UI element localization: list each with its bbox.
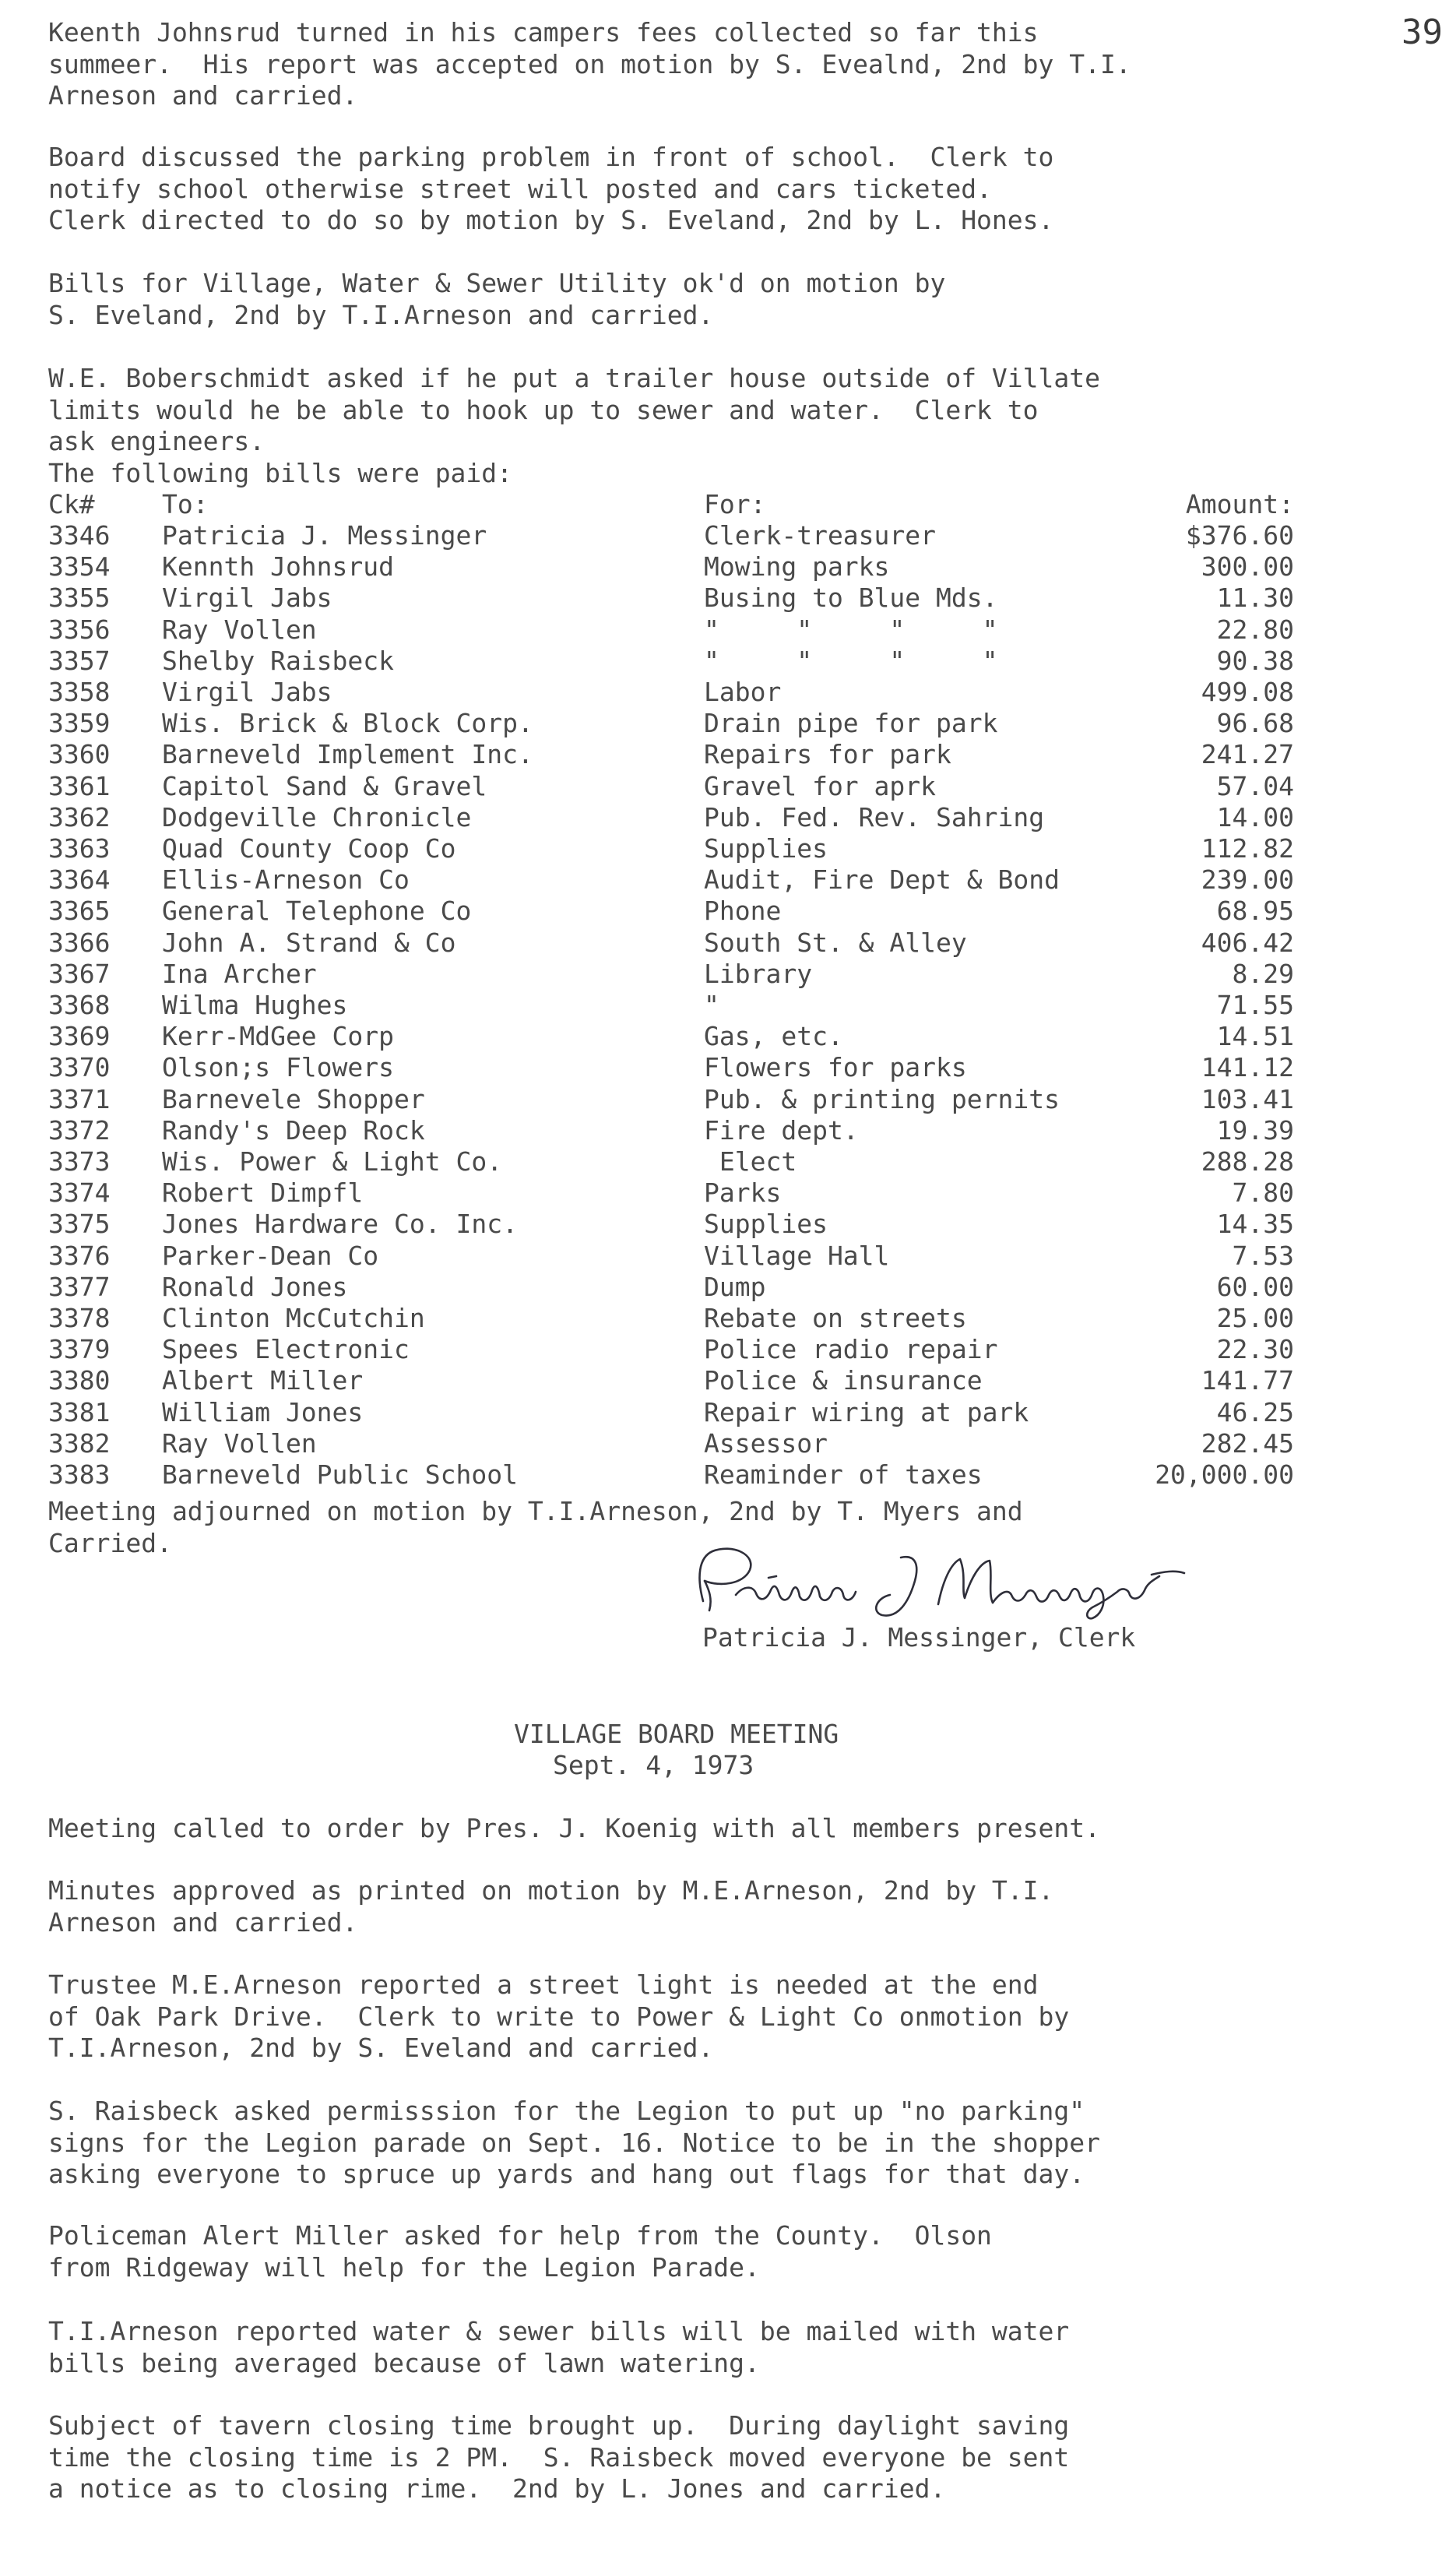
bill-row xyxy=(48,833,1294,864)
bill-row xyxy=(48,1021,1294,1052)
amount: 7.80 xyxy=(1232,1177,1294,1209)
purpose: " " " " xyxy=(704,614,998,645)
purpose: South St. & Alley xyxy=(704,927,967,958)
paragraph-bills-approved: Bills for Village, Water & Sewer Utility ok'd on motion by S. Eveland, 2nd by T.I.Arneson and carried. xyxy=(48,268,946,330)
paragraph-adjourned: Meeting adjourned on motion by T.I.Arneson, 2nd by T. Myers and Carried. xyxy=(48,1496,1023,1558)
amount: 239.00 xyxy=(1201,864,1294,896)
payee: John A. Strand & Co xyxy=(162,927,456,958)
amount: 112.82 xyxy=(1201,833,1294,864)
check-number: 3373 xyxy=(48,1146,111,1177)
paragraph-policeman: Policeman Alert Miller asked for help from the County. Olson from Ridgeway will help for the Legion Parade. xyxy=(48,2220,992,2283)
amount: 288.28 xyxy=(1201,1146,1294,1177)
check-number: 3363 xyxy=(48,833,111,864)
purpose: Repair wiring at park xyxy=(704,1396,1029,1427)
bill-row xyxy=(48,1241,1294,1272)
bill-row xyxy=(48,646,1294,677)
amount: 11.30 xyxy=(1216,583,1294,614)
amount: 14.51 xyxy=(1216,1021,1294,1052)
check-number: 3362 xyxy=(48,801,111,832)
purpose: Rebate on streets xyxy=(704,1303,967,1333)
bill-row xyxy=(48,583,1294,614)
amount: 19.39 xyxy=(1216,1114,1294,1146)
amount: 14.00 xyxy=(1216,801,1294,832)
signature-caption: Patricia J. Messinger, Clerk xyxy=(702,1622,1136,1653)
check-number: 3366 xyxy=(48,927,111,958)
payee: Virgil Jabs xyxy=(162,677,332,707)
purpose: Supplies xyxy=(704,833,828,864)
header-for: For: xyxy=(704,489,766,519)
check-number: 3383 xyxy=(48,1459,111,1490)
paragraph-called-to-order: Meeting called to order by Pres. J. Koenig with all members present. xyxy=(48,1813,1101,1843)
amount: 282.45 xyxy=(1201,1427,1294,1459)
bill-row xyxy=(48,959,1294,990)
bill-row xyxy=(48,739,1294,770)
purpose: Phone xyxy=(704,896,782,927)
payee: Dodgeville Chronicle xyxy=(162,801,472,832)
payee: Wis. Power & Light Co. xyxy=(162,1146,503,1177)
payee: Barneveld Public School xyxy=(162,1459,518,1490)
header-amount: Amount: xyxy=(1185,489,1294,519)
payee: Spees Electronic xyxy=(162,1334,410,1365)
amount: 20,000.00 xyxy=(1155,1459,1294,1490)
purpose: Parks xyxy=(704,1177,782,1209)
handwritten-signature xyxy=(681,1540,1195,1626)
payee: Wilma Hughes xyxy=(162,990,348,1020)
purpose: Repairs for park xyxy=(704,739,951,770)
amount: $376.60 xyxy=(1185,520,1294,551)
purpose: Flowers for parks xyxy=(704,1052,967,1083)
check-number: 3355 xyxy=(48,583,111,614)
purpose: Pub. Fed. Rev. Sahring xyxy=(704,801,1045,832)
purpose: Gas, etc. xyxy=(704,1021,843,1052)
paragraph-minutes-approved: Minutes approved as printed on motion by M.E.Arneson, 2nd by T.I. Arneson and carried. xyxy=(48,1875,1054,1938)
check-number: 3360 xyxy=(48,739,111,770)
amount: 241.27 xyxy=(1201,739,1294,770)
bill-row xyxy=(48,1177,1294,1209)
amount: 71.55 xyxy=(1216,990,1294,1020)
amount: 68.95 xyxy=(1216,896,1294,927)
purpose: Fire dept. xyxy=(704,1114,859,1146)
bill-row xyxy=(48,1146,1294,1177)
check-number: 3364 xyxy=(48,864,111,896)
payee: Barneveld Implement Inc. xyxy=(162,739,533,770)
paragraph-water-sewer: T.I.Arneson reported water & sewer bills will be mailed with water bills being averaged because of lawn watering. xyxy=(48,2316,1070,2378)
purpose: Clerk-treasurer xyxy=(704,520,937,551)
check-number: 3354 xyxy=(48,551,111,583)
bill-row xyxy=(48,896,1294,927)
purpose: Supplies xyxy=(704,1209,828,1240)
payee: Patricia J. Messinger xyxy=(162,520,487,551)
purpose: Dump xyxy=(704,1271,766,1302)
purpose: Busing to Blue Mds. xyxy=(704,583,998,614)
payee: Jones Hardware Co. Inc. xyxy=(162,1209,518,1240)
check-number: 3359 xyxy=(48,708,111,739)
payee: Barnevele Shopper xyxy=(162,1083,425,1114)
purpose: Assessor xyxy=(704,1427,828,1459)
payee: Capitol Sand & Gravel xyxy=(162,770,487,801)
amount: 90.38 xyxy=(1216,645,1294,676)
amount: 103.41 xyxy=(1201,1083,1294,1114)
amount: 8.29 xyxy=(1232,958,1294,989)
bill-row xyxy=(48,1365,1294,1396)
amount: 57.04 xyxy=(1216,770,1294,801)
meeting-title: VILLAGE BOARD MEETING xyxy=(514,1719,839,1749)
payee: Kerr-MdGee Corp xyxy=(162,1021,395,1052)
purpose: Police radio repair xyxy=(704,1334,998,1365)
bill-row xyxy=(48,928,1294,959)
bill-row xyxy=(48,1459,1294,1491)
amount: 46.25 xyxy=(1216,1396,1294,1427)
check-number: 3357 xyxy=(48,645,111,676)
bill-row xyxy=(48,1209,1294,1240)
bill-row xyxy=(48,677,1294,708)
check-number: 3361 xyxy=(48,770,111,801)
header-to: To: xyxy=(162,489,209,519)
check-number: 3376 xyxy=(48,1240,111,1271)
purpose: Mowing parks xyxy=(704,551,890,583)
purpose: " xyxy=(704,990,719,1020)
check-number: 3358 xyxy=(48,677,111,707)
paragraph-trailer-house: W.E. Boberschmidt asked if he put a trailer house outside of Villate limits would he be able to hook up to sewer and water. Clerk to ask engineers. The following bills were paid: xyxy=(48,363,1101,488)
meeting-date: Sept. 4, 1973 xyxy=(553,1750,754,1780)
payee: William Jones xyxy=(162,1396,364,1427)
bills-header-row xyxy=(48,489,1294,520)
purpose: Labor xyxy=(704,677,782,707)
payee: Parker-Dean Co xyxy=(162,1240,379,1271)
check-number: 3370 xyxy=(48,1052,111,1083)
header-check-number: Ck# xyxy=(48,489,95,519)
bill-row xyxy=(48,708,1294,739)
payee: Randy's Deep Rock xyxy=(162,1114,425,1146)
payee: Ronald Jones xyxy=(162,1271,348,1302)
amount: 22.30 xyxy=(1216,1334,1294,1365)
purpose: Elect xyxy=(704,1146,797,1177)
amount: 406.42 xyxy=(1201,927,1294,958)
paragraph-parking-problem: Board discussed the parking problem in front of school. Clerk to notify school otherwise street will posted and cars ticketed. Clerk directed to do so by motion by S. Eveland, 2nd by L. Hones. xyxy=(48,142,1054,235)
bill-row xyxy=(48,1303,1294,1334)
purpose: Gravel for aprk xyxy=(704,770,937,801)
bill-row xyxy=(48,1115,1294,1146)
check-number: 3369 xyxy=(48,1021,111,1052)
paragraph-legion-parade: S. Raisbeck asked permisssion for the Legion to put up "no parking" signs for the Legion parade on Sept. 16. Notice to be in the shopper asking everyone to spruce up yards and hang out flags for that day. xyxy=(48,2096,1101,2189)
bill-row xyxy=(48,990,1294,1021)
bill-row xyxy=(48,1334,1294,1365)
amount: 141.77 xyxy=(1201,1365,1294,1396)
bill-row xyxy=(48,1084,1294,1115)
bill-row xyxy=(48,771,1294,802)
bill-row xyxy=(48,864,1294,896)
amount: 499.08 xyxy=(1201,677,1294,707)
amount: 141.12 xyxy=(1201,1052,1294,1083)
check-number: 3368 xyxy=(48,990,111,1020)
check-number: 3372 xyxy=(48,1114,111,1146)
check-number: 3346 xyxy=(48,520,111,551)
payee: Robert Dimpfl xyxy=(162,1177,364,1209)
amount: 14.35 xyxy=(1216,1209,1294,1240)
amount: 96.68 xyxy=(1216,708,1294,739)
amount: 7.53 xyxy=(1232,1240,1294,1271)
amount: 300.00 xyxy=(1201,551,1294,583)
check-number: 3374 xyxy=(48,1177,111,1209)
check-number: 3371 xyxy=(48,1083,111,1114)
bill-row xyxy=(48,802,1294,833)
payee: Wis. Brick & Block Corp. xyxy=(162,708,533,739)
purpose: Police & insurance xyxy=(704,1365,983,1396)
bill-row xyxy=(48,614,1294,646)
check-number: 3379 xyxy=(48,1334,111,1365)
check-number: 3380 xyxy=(48,1365,111,1396)
purpose: Drain pipe for park xyxy=(704,708,998,739)
payee: General Telephone Co xyxy=(162,896,472,927)
bill-row xyxy=(48,551,1294,583)
paragraph-street-light: Trustee M.E.Arneson reported a street light is needed at the end of Oak Park Drive. Clerk to write to Power & Light Co onmotion by T.I.Arneson, 2nd by S. Eveland and carried. xyxy=(48,1969,1070,2063)
purpose: " " " " xyxy=(704,645,998,676)
bill-row xyxy=(48,1428,1294,1459)
amount: 60.00 xyxy=(1216,1271,1294,1302)
paragraph-tavern-closing: Subject of tavern closing time brought up. During daylight saving time the closing time is 2 PM. S. Raisbeck moved everyone be sent a notice as to closing rime. 2nd by L. Jones and carried. xyxy=(48,2410,1070,2504)
check-number: 3365 xyxy=(48,896,111,927)
payee: Clinton McCutchin xyxy=(162,1303,425,1333)
payee: Ray Vollen xyxy=(162,614,317,645)
amount: 22.80 xyxy=(1216,614,1294,645)
bill-row xyxy=(48,1272,1294,1303)
purpose: Reaminder of taxes xyxy=(704,1459,983,1490)
bill-row xyxy=(48,1397,1294,1428)
check-number: 3382 xyxy=(48,1427,111,1459)
payee: Ray Vollen xyxy=(162,1427,317,1459)
bill-row xyxy=(48,1052,1294,1083)
check-number: 3356 xyxy=(48,614,111,645)
payee: Virgil Jabs xyxy=(162,583,332,614)
page-number: 39 xyxy=(1401,12,1443,52)
check-number: 3381 xyxy=(48,1396,111,1427)
check-number: 3375 xyxy=(48,1209,111,1240)
check-number: 3367 xyxy=(48,958,111,989)
purpose: Library xyxy=(704,958,813,989)
payee: Ellis-Arneson Co xyxy=(162,864,410,896)
payee: Kennth Johnsrud xyxy=(162,551,395,583)
purpose: Audit, Fire Dept & Bond xyxy=(704,864,1060,896)
paragraph-campers-fees: Keenth Johnsrud turned in his campers fees collected so far this summeer. His report was accepted on motion by S. Evealnd, 2nd by T.I. Arneson and carried. xyxy=(48,17,1131,111)
bill-row xyxy=(48,520,1294,551)
check-number: 3378 xyxy=(48,1303,111,1333)
payee: Shelby Raisbeck xyxy=(162,645,395,676)
check-number: 3377 xyxy=(48,1271,111,1302)
payee: Olson;s Flowers xyxy=(162,1052,395,1083)
purpose: Village Hall xyxy=(704,1240,890,1271)
payee: Ina Archer xyxy=(162,958,317,989)
payee: Quad County Coop Co xyxy=(162,833,456,864)
payee: Albert Miller xyxy=(162,1365,364,1396)
amount: 25.00 xyxy=(1216,1303,1294,1333)
purpose: Pub. & printing pernits xyxy=(704,1083,1060,1114)
